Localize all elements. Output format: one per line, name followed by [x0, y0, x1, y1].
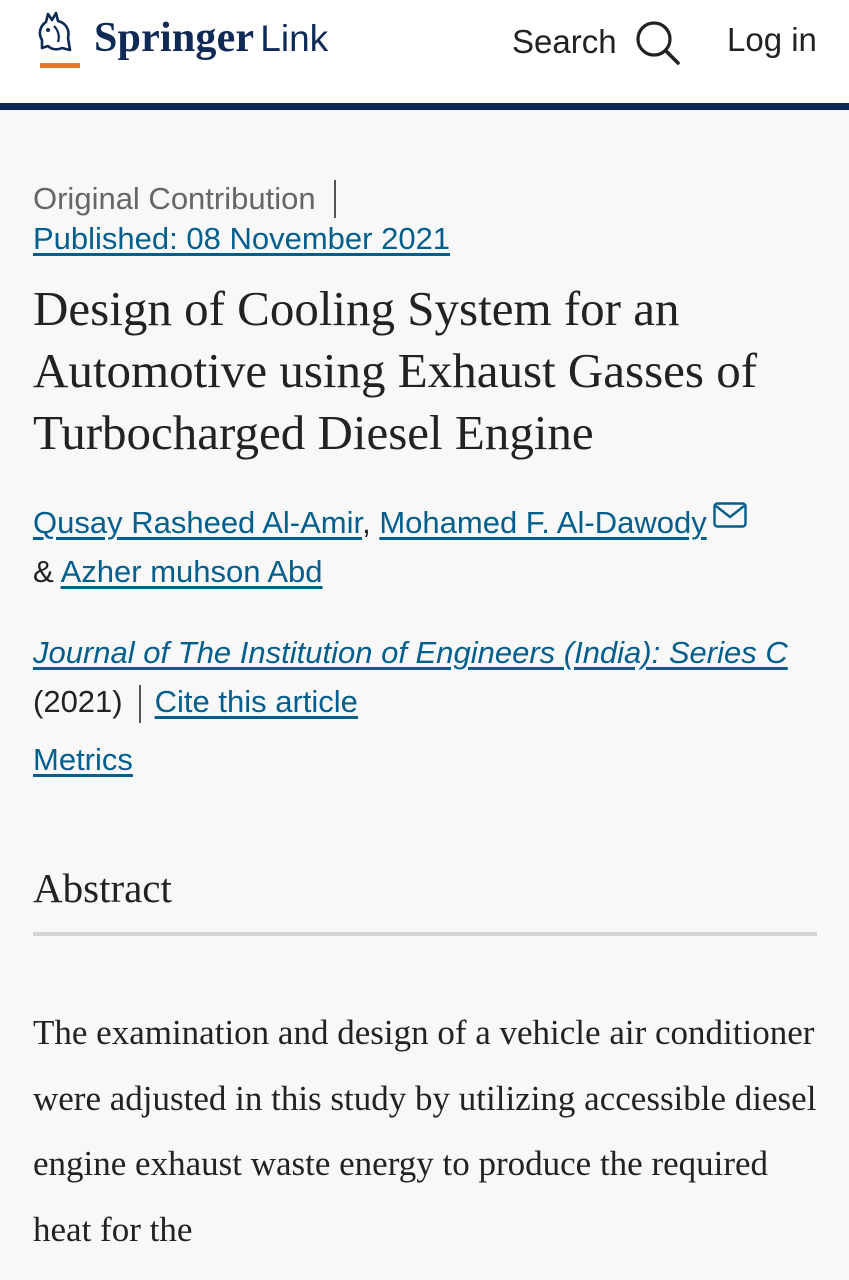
search-icon: [633, 18, 681, 66]
brand-name: Springer: [94, 15, 255, 61]
abstract-text: The examination and design of a vehicle air conditioner were adjusted in this study by utilizing accessible diesel engine exhaust waste energy to produce the required heat for the: [33, 1013, 817, 1249]
abstract-heading: Abstract: [33, 865, 172, 911]
article-title: Design of Cooling System for an Automotive using Exhaust Gasses of Turbocharged Diesel Engine: [33, 281, 758, 460]
article-type-row: [33, 180, 336, 218]
divider: [334, 180, 336, 218]
journal-link[interactable]: Journal of The Institution of Engineers (India): Series C: [33, 635, 788, 670]
search-label: Search: [512, 23, 617, 60]
author-list: [33, 498, 823, 596]
login-link[interactable]: Log in: [727, 21, 817, 58]
published-date-link[interactable]: Published: 08 November 2021: [33, 221, 451, 256]
author-last-separator: &: [33, 554, 61, 589]
brand-suffix: Link: [260, 18, 329, 59]
site-header: [0, 0, 849, 110]
mail-icon[interactable]: [713, 502, 747, 528]
metrics-link[interactable]: Metrics: [33, 742, 133, 777]
author-separator: ,: [362, 505, 380, 540]
article-type: Original Contribution: [33, 181, 316, 216]
springer-link-logo[interactable]: [32, 10, 328, 70]
author-link[interactable]: Qusay Rasheed Al-Amir: [33, 505, 363, 540]
abstract-divider: [33, 932, 817, 936]
journal-citation: [33, 628, 823, 726]
divider: [139, 685, 141, 723]
publication-year: (2021): [33, 684, 123, 719]
springer-horse-logo-icon: [32, 10, 80, 70]
search-button[interactable]: [512, 18, 681, 66]
author-link[interactable]: Azher muhson Abd: [60, 554, 323, 589]
cite-article-link[interactable]: Cite this article: [154, 684, 358, 719]
author-link[interactable]: Mohamed F. Al-Dawody: [379, 505, 707, 540]
